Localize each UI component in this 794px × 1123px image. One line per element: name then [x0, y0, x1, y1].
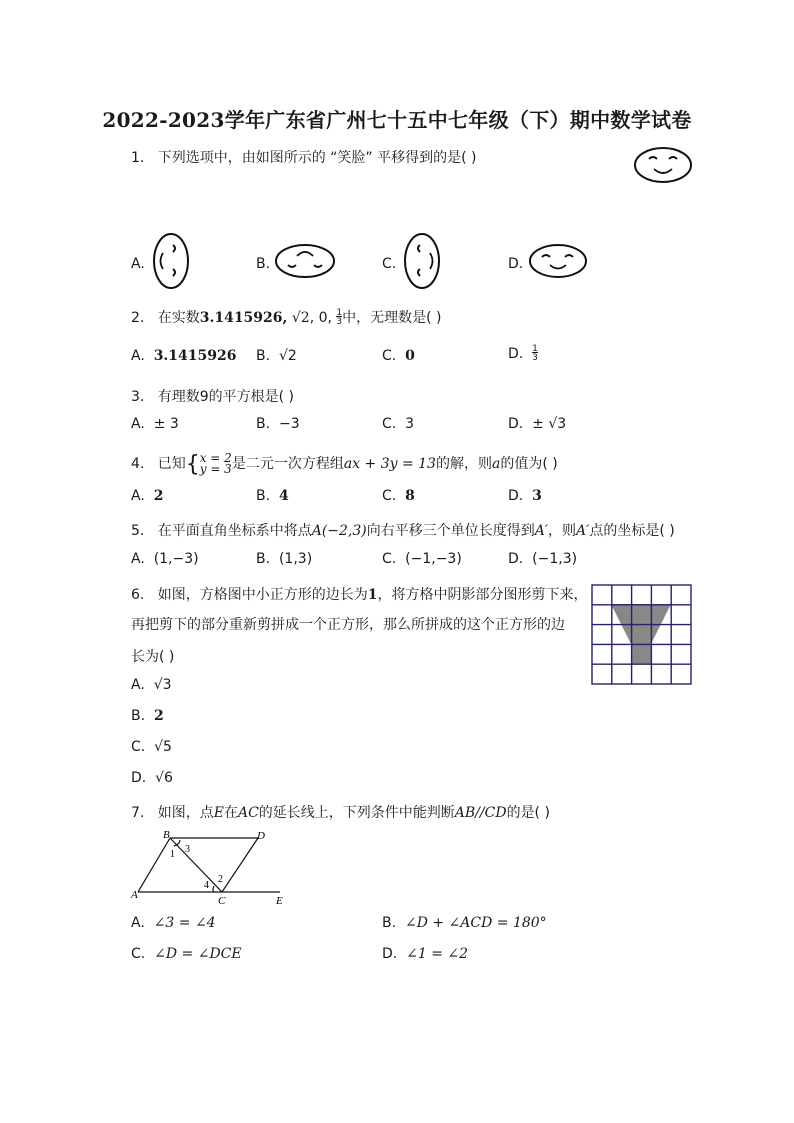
option-value: (1,−3) — [153, 551, 199, 567]
exam-title: 2022-2023学年广东省广州七十五中七年级（下）期中数学试卷 — [102, 108, 692, 132]
option-value: 3 — [532, 488, 542, 504]
question-4 — [131, 452, 558, 477]
option-c[interactable] — [131, 946, 242, 962]
question-text: , 0, — [309, 310, 337, 326]
option-value: 8 — [405, 488, 415, 504]
option-label: C. — [131, 946, 146, 962]
option-label: A. — [131, 915, 145, 931]
option-c[interactable] — [382, 488, 415, 504]
option-value: 0 — [405, 348, 415, 364]
question-math: A′ — [576, 523, 590, 539]
option-label: D. — [508, 551, 524, 567]
fraction-numerator: 1 — [336, 308, 343, 318]
fraction-denominator: 3 — [336, 317, 343, 327]
option-a[interactable] — [131, 348, 237, 364]
option-d[interactable] — [508, 416, 566, 432]
option-label: C. — [382, 348, 397, 364]
option-label: C. — [382, 416, 397, 432]
option-b[interactable] — [256, 348, 297, 364]
grid-figure — [591, 584, 693, 686]
segment-ab — [138, 838, 170, 892]
question-text: 中，无理数是( ) — [342, 310, 442, 326]
question-text: 已知 — [157, 456, 186, 472]
option-d[interactable] — [382, 946, 468, 962]
option-label: A. — [131, 416, 145, 432]
option-value: √6 — [155, 770, 173, 786]
question-text: 向右平移三个单位长度得到 — [366, 523, 535, 539]
angle-mark — [213, 886, 214, 892]
question-text: 在实数 — [157, 310, 200, 326]
option-label: D. — [131, 770, 147, 786]
label-a: A — [131, 889, 138, 901]
question-text: 在 — [223, 805, 238, 821]
option-label: D. — [382, 946, 398, 962]
option-label: D. — [508, 346, 524, 362]
option-a[interactable] — [131, 488, 163, 504]
geometry-figure — [130, 828, 290, 906]
option-a-label: A. — [131, 256, 145, 272]
option-value: (−1,3) — [532, 551, 578, 567]
question-text: ，则 — [548, 523, 577, 539]
angle-label-2: 2 — [218, 874, 223, 885]
fraction — [532, 345, 538, 363]
option-a[interactable] — [131, 677, 172, 693]
question-math: 3.1415926, — [199, 310, 288, 326]
question-3 — [131, 386, 294, 406]
label-d: D — [257, 830, 265, 842]
option-b-label: B. — [256, 256, 271, 272]
option-label: D. — [508, 416, 524, 432]
question-number: 4. — [131, 456, 145, 472]
question-6-line-1 — [131, 584, 587, 604]
question-text: 的解，则 — [435, 456, 492, 472]
option-label: A. — [131, 488, 145, 504]
option-b[interactable] — [131, 708, 164, 724]
question-text: 点的坐标是( ) — [589, 523, 675, 539]
segment-cd — [222, 838, 258, 892]
option-d[interactable] — [508, 488, 542, 504]
question-math: a — [491, 456, 501, 472]
option-label: C. — [131, 739, 146, 755]
question-number: 1. — [131, 150, 145, 166]
question-text: 有理数9的平方根是( ) — [157, 389, 294, 405]
option-value: 4 — [278, 488, 289, 504]
option-value: ∠D = ∠DCE — [154, 946, 242, 962]
option-value: 2 — [153, 708, 164, 724]
face-rotated-right-icon[interactable] — [402, 232, 442, 290]
option-d[interactable] — [508, 551, 577, 567]
option-c[interactable] — [131, 739, 172, 755]
option-label: A. — [131, 348, 145, 364]
question-6-line-3: 长为( ) — [131, 649, 175, 665]
option-value: √3 — [153, 677, 172, 693]
option-b[interactable] — [256, 488, 289, 504]
label-c: C — [218, 895, 226, 906]
option-label: B. — [382, 915, 397, 931]
question-number: 6. — [131, 587, 145, 603]
option-label: B. — [256, 488, 271, 504]
brace: { — [185, 452, 200, 477]
question-math: A′ — [534, 523, 549, 539]
option-c[interactable] — [382, 416, 414, 432]
question-math: AC — [237, 805, 259, 821]
option-a[interactable] — [131, 551, 199, 567]
question-text: 的是( ) — [506, 805, 550, 821]
option-label: D. — [508, 488, 524, 504]
question-number: 5. — [131, 523, 145, 539]
option-label: A. — [131, 551, 145, 567]
face-upside-down-icon[interactable] — [274, 242, 338, 280]
question-6-line-2: 再把剪下的部分重新剪拼成一个正方形，那么所拼成的这个正方形的边 — [131, 617, 565, 633]
option-d[interactable] — [508, 345, 538, 363]
question-text: 如图，点 — [157, 805, 214, 821]
question-math: 1 — [367, 587, 378, 603]
question-7 — [131, 802, 550, 822]
question-text: 在平面直角坐标系中将点 — [157, 523, 312, 539]
option-label: C. — [382, 488, 397, 504]
face-rotated-left-icon[interactable] — [152, 232, 192, 290]
shaded-shape — [611, 604, 671, 664]
option-value: 2 — [153, 488, 164, 504]
option-value: (1,3) — [278, 551, 313, 567]
option-b[interactable] — [256, 551, 312, 567]
option-d[interactable] — [131, 770, 173, 786]
option-a[interactable] — [131, 915, 216, 931]
option-value: ± 3 — [153, 416, 179, 432]
equation-system — [200, 453, 232, 475]
option-d-label: D. — [508, 256, 524, 272]
angle-label-1: 1 — [170, 849, 175, 860]
option-value: 3.1415926 — [153, 348, 237, 364]
angle-label-4: 4 — [204, 880, 209, 891]
segment-bc — [170, 838, 222, 892]
question-number: 2. — [131, 310, 145, 326]
option-value: 3 — [405, 416, 415, 432]
label-b: B — [163, 829, 170, 841]
option-value: √2 — [278, 348, 297, 364]
option-label: B. — [131, 708, 146, 724]
option-value: ∠1 = ∠2 — [406, 946, 469, 962]
question-text: 的值为( ) — [500, 456, 558, 472]
option-value: −3 — [278, 416, 300, 432]
option-value: (−1,−3) — [405, 551, 462, 567]
option-label: B. — [256, 348, 271, 364]
option-label: B. — [256, 551, 271, 567]
option-value: ± √3 — [532, 416, 567, 432]
question-text: 是二元一次方程组 — [231, 456, 344, 472]
angle-label-3: 3 — [185, 844, 190, 855]
option-label: A. — [131, 677, 145, 693]
option-label: B. — [256, 416, 271, 432]
question-math: E — [213, 805, 224, 821]
question-5 — [131, 520, 675, 540]
question-2 — [131, 307, 442, 327]
question-math: √2 — [291, 310, 310, 326]
question-text: 的延长线上，下列条件中能判断 — [258, 805, 455, 821]
option-c[interactable] — [382, 348, 415, 364]
option-a[interactable] — [131, 416, 179, 432]
reference-smiley-face-icon — [634, 146, 694, 184]
question-text: 如图，方格图中小正方形的边长为 — [157, 587, 368, 603]
option-value: √5 — [154, 739, 172, 755]
question-number: 3. — [131, 389, 145, 405]
option-label: C. — [382, 551, 397, 567]
option-b[interactable] — [256, 416, 300, 432]
option-value: ∠D + ∠ACD = 180° — [404, 915, 547, 931]
option-c-label: C. — [382, 256, 397, 272]
face-smile-icon[interactable] — [528, 242, 590, 280]
option-b[interactable] — [382, 915, 547, 931]
option-value: ∠3 = ∠4 — [153, 915, 216, 931]
label-e: E — [276, 895, 283, 906]
question-math: ax + 3y = 13 — [343, 456, 436, 472]
fraction-numerator: 1 — [532, 344, 538, 354]
question-math: A(−2,3) — [311, 523, 367, 539]
equation-1: x = 2 — [199, 451, 232, 465]
fraction-denominator: 3 — [532, 353, 538, 363]
question-text: ，将方格中阴影部分图形剪下来， — [377, 587, 588, 603]
option-c[interactable] — [382, 551, 462, 567]
question-math: AB//CD — [454, 805, 507, 821]
question-1 — [131, 147, 477, 167]
question-number: 7. — [131, 805, 145, 821]
question-text: 下列选项中，由如图所示的 “笑脸” 平移得到的是( ) — [157, 150, 477, 166]
equation-2: y = 3 — [199, 462, 232, 476]
